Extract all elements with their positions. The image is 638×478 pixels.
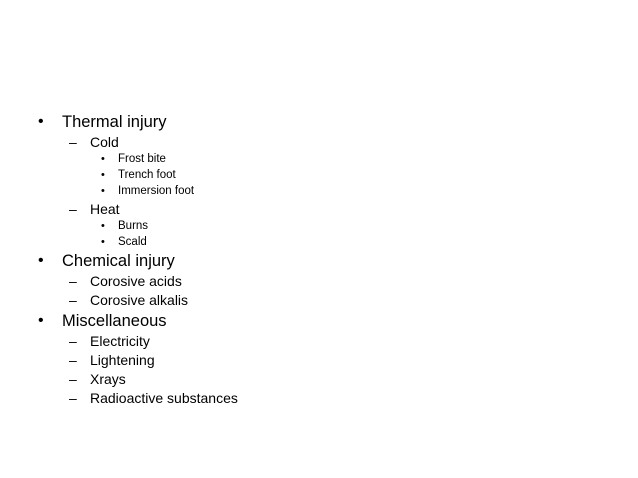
- dash-marker: –: [69, 292, 77, 308]
- sub-item-text: Electricity: [90, 333, 150, 349]
- bullet-marker: •: [38, 312, 44, 329]
- sub-sub-item-text: Frost bite: [118, 153, 166, 165]
- sub-item-text: Corosive alkalis: [90, 292, 189, 308]
- sub-sub-item-text: Burns: [118, 220, 149, 232]
- dash-marker: –: [69, 371, 77, 387]
- dash-marker: –: [69, 352, 77, 368]
- dash-marker: –: [69, 390, 77, 406]
- dash-marker: –: [69, 333, 77, 349]
- sub-sub-item-text: Scald: [118, 236, 147, 248]
- bullet-marker: •: [101, 236, 105, 248]
- dash-marker: –: [69, 273, 77, 289]
- bullet-marker: •: [101, 153, 105, 165]
- sub-sub-item-text: Trench foot: [118, 169, 176, 181]
- bullet-marker: •: [101, 185, 105, 197]
- dash-marker: –: [69, 134, 77, 150]
- sub-item-text: Corosive acids: [90, 273, 182, 289]
- sub-item-text: Cold: [90, 134, 119, 150]
- bullet-marker: •: [101, 169, 105, 181]
- sub-item-text: Xrays: [90, 371, 126, 387]
- bullet-marker: •: [38, 113, 44, 130]
- bullet-text: Chemical injury: [62, 252, 175, 270]
- sub-item-text: Radioactive substances: [90, 390, 238, 406]
- dash-marker: –: [69, 201, 77, 217]
- sub-item-text: Heat: [90, 201, 120, 217]
- sub-item-text: Lightening: [90, 352, 155, 368]
- sub-sub-item-text: Immersion foot: [118, 185, 195, 197]
- bullet-text: Thermal injury: [62, 113, 167, 131]
- bullet-marker: •: [38, 252, 44, 269]
- bullet-marker: •: [101, 220, 105, 232]
- bullet-text: Miscellaneous: [62, 312, 167, 330]
